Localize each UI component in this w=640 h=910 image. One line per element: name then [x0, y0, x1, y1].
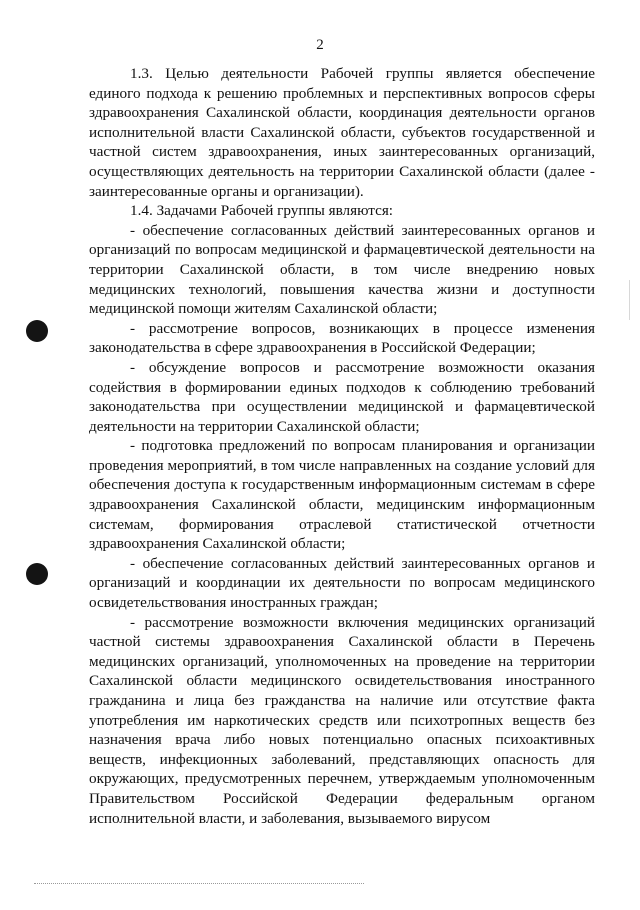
task-item: - подготовка предложений по вопросам планирования и организации проведения мероприятий, в том числе направленных на создание условий для обеспечения доступа к государственным информационным системам в сфере здравоохранения Сахалинской области, медицинским информационным системам, формирования отраслевой статистической отчетности здравоохранения Сахалинской области; [89, 437, 595, 553]
punch-hole-bottom [26, 563, 48, 585]
task-item: - рассмотрение вопросов, возникающих в процессе изменения законодательства в сфере здравоохранения в Российской Федерации; [89, 319, 595, 357]
paragraph-1-4-tasks-heading: 1.4. Задачами Рабочей группы являются: [130, 202, 394, 220]
task-item: - обеспечение согласованных действий заинтересованных органов и организаций и координации их деятельности по вопросам медицинского освидетельствования иностранных граждан; [89, 554, 595, 612]
scan-artifact-dotted-line [34, 883, 364, 885]
task-item: - обсуждение вопросов и рассмотрение возможности оказания содействия в формировании единых подходов к соблюдению требований законодательства при осуществлении медицинской и фармацевтической деятельности на территории Сахалинской области; [89, 358, 595, 435]
task-item: - обеспечение согласованных действий заинтересованных органов и организаций по вопросам медицинской и фармацевтической деятельности на территории Сахалинской области, в том числе внедрению новых медицинских технологий, повышения качества жизни и доступности медицинской помощи жителям Сахалинской области; [89, 221, 595, 318]
scan-artifact-line [629, 280, 630, 320]
paragraph-1-3-goal: 1.3. Целью деятельности Рабочей группы является обеспечение единого подхода к решению проблемных и перспективных вопросов сферы здравоохранения Сахалинской области, координация деятельности органов исполнительной власти Сахалинской области, субъектов государственной и частной систем здравоохранения, иных заинтересованных организаций, осуществляющих деятельность на территории Сахалинской области (далее - заинтересованные органы и организации). [89, 65, 595, 200]
document-body [89, 64, 595, 828]
page-number: 2 [316, 37, 324, 53]
task-item: - рассмотрение возможности включения медицинских организаций частной системы здравоохранения Сахалинской области в Перечень медицинских организаций, уполномоченных на проведение на территории Сахалинской области медицинского освидетельствования иностранного гражданина и лица без гражданства на наличие или отсутствие факта употребления им наркотических средств или психотропных веществ без назначения врача либо новых потенциально опасных психоактивных веществ, инфекционных заболеваний, представляющих опасность для окружающих, предусмотренных перечнем, утверждаемым уполномоченным Правительством Российской Федерации федеральным органом исполнительной власти, и заболевания, вызываемого вирусом [89, 613, 595, 827]
punch-hole-top [26, 320, 48, 342]
